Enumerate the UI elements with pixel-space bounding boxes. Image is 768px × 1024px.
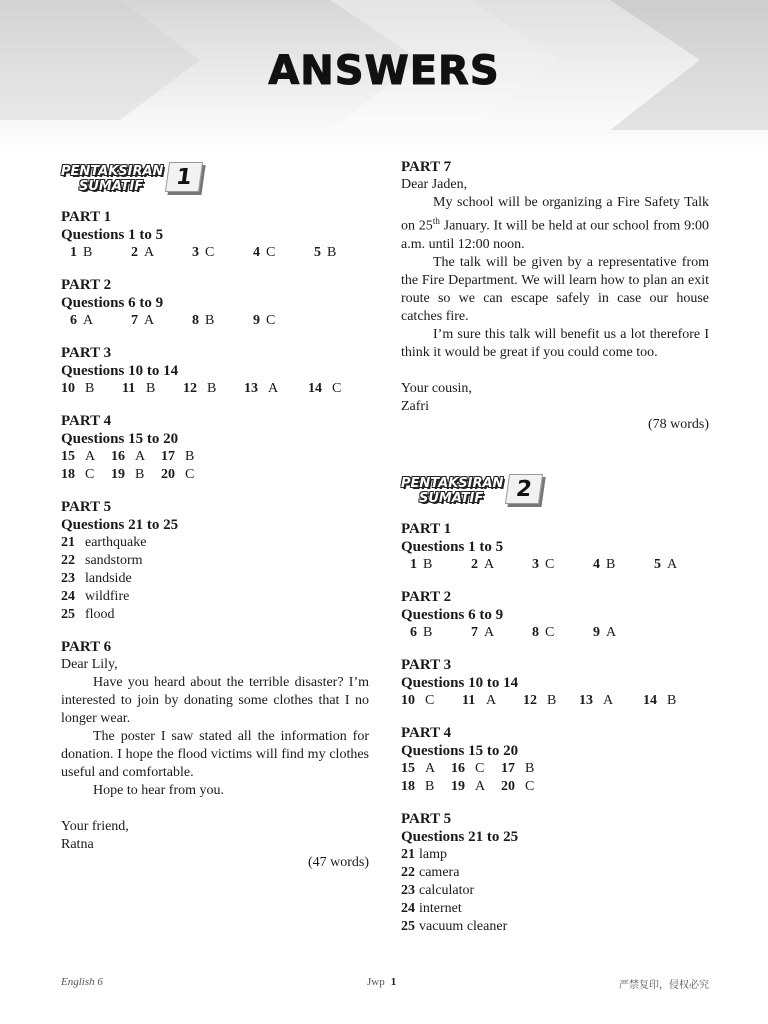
answer-item	[451, 778, 501, 796]
question-range: Questions 21 to 25	[61, 517, 179, 533]
list-item	[401, 918, 709, 936]
answer-item	[451, 760, 501, 778]
answer-row	[61, 448, 369, 466]
answer-letter: A	[144, 313, 155, 328]
answer-letter: B	[85, 381, 95, 396]
answer-number: 13	[244, 381, 258, 396]
badge-text	[61, 164, 163, 194]
answer-letter: B	[207, 381, 217, 396]
list-item	[401, 882, 709, 900]
right-column	[401, 158, 709, 936]
answer-item	[161, 466, 211, 484]
answer-word: vacuum cleaner	[419, 918, 508, 934]
part-heading: PART 6	[61, 639, 112, 655]
answer-item	[111, 448, 161, 466]
letter-closing: Your friend,	[61, 819, 129, 834]
answer-number: 8	[192, 313, 199, 328]
answer-number: 25	[401, 918, 415, 934]
answer-row	[61, 312, 369, 330]
answer-item	[462, 624, 523, 642]
answer-item	[401, 624, 462, 642]
question-range: Questions 6 to 9	[61, 295, 164, 311]
answer-letter: B	[525, 760, 535, 776]
answer-item	[501, 778, 551, 796]
word-count: (47 words)	[307, 855, 369, 870]
answer-row	[401, 760, 709, 778]
question-range: Questions 1 to 5	[61, 227, 164, 243]
answer-row	[401, 778, 709, 796]
letter-signature: Zafri	[401, 398, 429, 414]
badge-line1: PENTAKSIRAN	[61, 164, 164, 179]
answer-number: 18	[401, 778, 415, 794]
answer-item	[183, 312, 244, 330]
answer-item	[462, 556, 523, 574]
answer-number: 12	[183, 381, 197, 396]
answer-item	[61, 448, 111, 466]
answer-letter: B	[135, 467, 145, 482]
answer-row	[61, 466, 369, 484]
answer-item	[61, 466, 111, 484]
part-heading: PART 3	[401, 656, 452, 673]
answer-number: 21	[61, 535, 75, 550]
answer-letter: B	[205, 313, 215, 328]
answer-item	[401, 556, 462, 574]
answer-item	[183, 380, 244, 398]
book-title: English 6	[61, 976, 103, 988]
answer-list	[61, 534, 369, 624]
answer-letter: A	[425, 760, 436, 776]
answer-number: 4	[253, 245, 260, 260]
answer-number: 5	[654, 556, 661, 572]
answer-letter: A	[606, 624, 617, 640]
answer-number: 17	[161, 449, 175, 464]
answer-word: sandstorm	[85, 553, 143, 568]
question-range: Questions 10 to 14	[61, 363, 179, 379]
answer-number: 20	[161, 467, 175, 482]
letter-answer	[401, 176, 709, 434]
letter-paragraph	[401, 194, 709, 254]
answer-item	[308, 380, 369, 398]
answer-letter: A	[85, 449, 96, 464]
answer-number: 18	[61, 467, 75, 482]
header-banner	[0, 0, 768, 150]
answer-item	[643, 692, 704, 710]
answer-number: 22	[61, 553, 75, 568]
answer-letter: C	[545, 556, 555, 572]
answer-letter: C	[185, 467, 195, 482]
answer-letter: C	[266, 245, 276, 260]
answer-letter: C	[332, 381, 342, 396]
answer-letter: B	[423, 556, 433, 572]
answer-item	[122, 244, 183, 262]
answer-number: 23	[401, 882, 415, 898]
answer-letter: C	[266, 313, 276, 328]
answer-item	[122, 380, 183, 398]
answer-letter: C	[205, 245, 215, 260]
answer-word: camera	[419, 864, 460, 880]
answer-letter: B	[327, 245, 337, 260]
answer-letter: C	[425, 692, 435, 708]
answer-number: 14	[643, 692, 657, 708]
question-range: Questions 1 to 5	[401, 538, 504, 555]
answer-item	[584, 624, 645, 642]
question-range: Questions 15 to 20	[401, 742, 519, 759]
answer-number: 6	[70, 313, 77, 328]
pentaksiran-sumatif-2-badge	[401, 470, 709, 516]
answer-letter: A	[475, 778, 486, 794]
answer-word: calculator	[419, 882, 475, 898]
question-range: Questions 21 to 25	[401, 828, 519, 845]
answer-letter: C	[525, 778, 535, 794]
list-item	[401, 864, 709, 882]
answer-row	[401, 556, 709, 574]
answer-item	[462, 692, 523, 710]
letter-paragraph: I’m sure this talk will benefit us a lot therefore I think it would be great if you could come too.	[401, 326, 709, 360]
answer-letter: B	[423, 624, 433, 640]
answer-word: earthquake	[85, 535, 147, 550]
answer-letter: B	[83, 245, 93, 260]
answer-letter: A	[268, 381, 279, 396]
answer-letter: A	[603, 692, 614, 708]
question-range: Questions 15 to 20	[61, 431, 179, 447]
list-item	[61, 606, 369, 624]
answer-number: 10	[61, 381, 75, 396]
answer-item	[122, 312, 183, 330]
badge-line2: SUMATIF	[79, 179, 144, 194]
word-count: (78 words)	[647, 416, 709, 432]
answer-number: 12	[523, 692, 537, 708]
answer-number: 19	[451, 778, 465, 794]
answer-item	[645, 556, 706, 574]
answer-letter: C	[545, 624, 555, 640]
answer-item	[244, 380, 308, 398]
answer-letter: C	[85, 467, 95, 482]
answer-number: 21	[401, 846, 415, 862]
answer-number: 25	[61, 607, 75, 622]
answer-item	[183, 244, 244, 262]
list-item	[61, 552, 369, 570]
part-heading: PART 2	[61, 277, 112, 293]
copyright-notice: 严禁复印，侵权必究	[619, 980, 709, 991]
answer-number: 7	[131, 313, 138, 328]
letter-closing: Your cousin,	[401, 380, 472, 396]
answer-item	[584, 556, 645, 574]
answer-number: 5	[314, 245, 321, 260]
answer-number: 20	[501, 778, 515, 794]
answer-item	[523, 624, 584, 642]
page-number: 1	[390, 976, 397, 988]
answer-number: 14	[308, 381, 322, 396]
answer-row	[61, 244, 369, 262]
answer-number: 8	[532, 624, 539, 640]
answer-item	[401, 778, 451, 796]
answer-word: lamp	[419, 846, 447, 862]
answer-list	[401, 846, 709, 936]
answer-number: 4	[593, 556, 600, 572]
list-item	[61, 570, 369, 588]
answer-letter: B	[425, 778, 435, 794]
answer-letter: A	[484, 556, 495, 572]
answer-item	[244, 312, 305, 330]
list-item	[401, 900, 709, 918]
part-heading: PART 1	[401, 520, 452, 537]
answer-number: 9	[593, 624, 600, 640]
answer-word: wildfire	[85, 589, 130, 604]
answer-letter: A	[486, 692, 497, 708]
part-heading: PART 4	[401, 724, 452, 741]
part-heading: PART 1	[61, 209, 112, 225]
letter-greeting: Dear Jaden,	[401, 177, 468, 192]
answer-letter: B	[606, 556, 616, 572]
answer-number: 9	[253, 313, 260, 328]
superscript: th	[432, 216, 440, 226]
letter-paragraph: Have you heard about the terrible disaster? I’m interested to join by donating some clothes that I no longer wear.	[61, 675, 369, 726]
answer-number: 3	[192, 245, 199, 260]
answer-number: 15	[401, 760, 415, 776]
answer-number: 1	[410, 556, 417, 572]
answer-number: 17	[501, 760, 515, 776]
answer-number: 19	[111, 467, 125, 482]
answer-number: 10	[401, 692, 415, 708]
answer-number: 22	[401, 864, 415, 880]
pentaksiran-sumatif-1-badge	[61, 158, 369, 204]
answer-number: 13	[579, 692, 593, 708]
answer-number: 23	[61, 571, 75, 586]
answer-item	[401, 760, 451, 778]
letter-text: January. It will be held at our school from 9:00 a.m. until 12:00 noon.	[401, 218, 710, 252]
answer-item	[244, 244, 305, 262]
answer-number: 24	[401, 900, 415, 916]
answer-number: 15	[61, 449, 75, 464]
answer-number: 11	[462, 692, 476, 708]
answer-number: 3	[532, 556, 539, 572]
answer-item	[523, 692, 579, 710]
answer-letter: A	[667, 556, 678, 572]
answer-letter: A	[135, 449, 146, 464]
answer-item	[61, 312, 122, 330]
answer-item	[61, 380, 122, 398]
answer-letter: C	[475, 760, 485, 776]
answer-row	[401, 624, 709, 642]
badge-line2: SUMATIF	[419, 490, 484, 506]
answer-letter: B	[146, 381, 156, 396]
answer-row	[61, 380, 369, 398]
answer-number: 16	[111, 449, 125, 464]
section-code: Jwp	[367, 976, 385, 988]
answer-number: 16	[451, 760, 465, 776]
part-heading: PART 5	[401, 810, 452, 827]
list-item	[61, 588, 369, 606]
letter-signature: Ratna	[61, 837, 94, 852]
part-heading: PART 4	[61, 413, 112, 429]
letter-greeting: Dear Lily,	[61, 657, 118, 672]
answer-number: 2	[131, 245, 138, 260]
answer-word: landside	[85, 571, 132, 586]
answer-item	[111, 466, 161, 484]
question-range: Questions 10 to 14	[401, 674, 519, 691]
answer-word: internet	[419, 900, 462, 916]
answer-letter: A	[144, 245, 155, 260]
letter-answer	[61, 656, 369, 872]
letter-paragraph: Hope to hear from you.	[93, 783, 225, 798]
answer-item	[61, 244, 122, 262]
left-column	[61, 158, 369, 872]
answer-item	[305, 244, 366, 262]
answer-number: 11	[122, 381, 136, 396]
badge-number: 2	[505, 474, 543, 504]
answer-number: 7	[471, 624, 478, 640]
list-item	[61, 534, 369, 552]
part-heading: PART 3	[61, 345, 112, 361]
answer-number: 6	[410, 624, 417, 640]
answer-letter: B	[185, 449, 195, 464]
answer-number: 1	[70, 245, 77, 260]
answer-item	[523, 556, 584, 574]
answer-letter: A	[484, 624, 495, 640]
question-range: Questions 6 to 9	[401, 606, 504, 623]
answer-item	[401, 692, 462, 710]
answer-row	[401, 692, 709, 710]
answer-number: 24	[61, 589, 75, 604]
list-item	[401, 846, 709, 864]
page-label	[367, 976, 396, 988]
page-title: ANSWERS	[268, 48, 500, 94]
answer-word: flood	[85, 607, 115, 622]
answer-letter: A	[83, 313, 94, 328]
answer-item	[579, 692, 643, 710]
badge-text	[401, 476, 503, 506]
answer-number: 2	[471, 556, 478, 572]
part-heading: PART 5	[61, 499, 112, 515]
answer-item	[501, 760, 551, 778]
answer-letter: B	[547, 692, 557, 708]
letter-text: My school will be organizing a Fire Safety Talk on 25	[401, 195, 709, 234]
page-footer	[61, 976, 709, 992]
badge-number: 1	[165, 162, 203, 192]
letter-paragraph: The poster I saw stated all the information for donation. I hope the flood victims will find my clothes useful and comfortable.	[61, 729, 369, 780]
letter-paragraph: The talk will be given by a representative from the Fire Department. We will learn how to plan an exit route so we can escape safely in case our house catches fire.	[401, 254, 709, 324]
part-heading: PART 2	[401, 588, 452, 605]
answer-item	[161, 448, 211, 466]
answer-letter: B	[667, 692, 677, 708]
badge-line1: PENTAKSIRAN	[401, 475, 504, 491]
part-heading: PART 7	[401, 159, 452, 175]
